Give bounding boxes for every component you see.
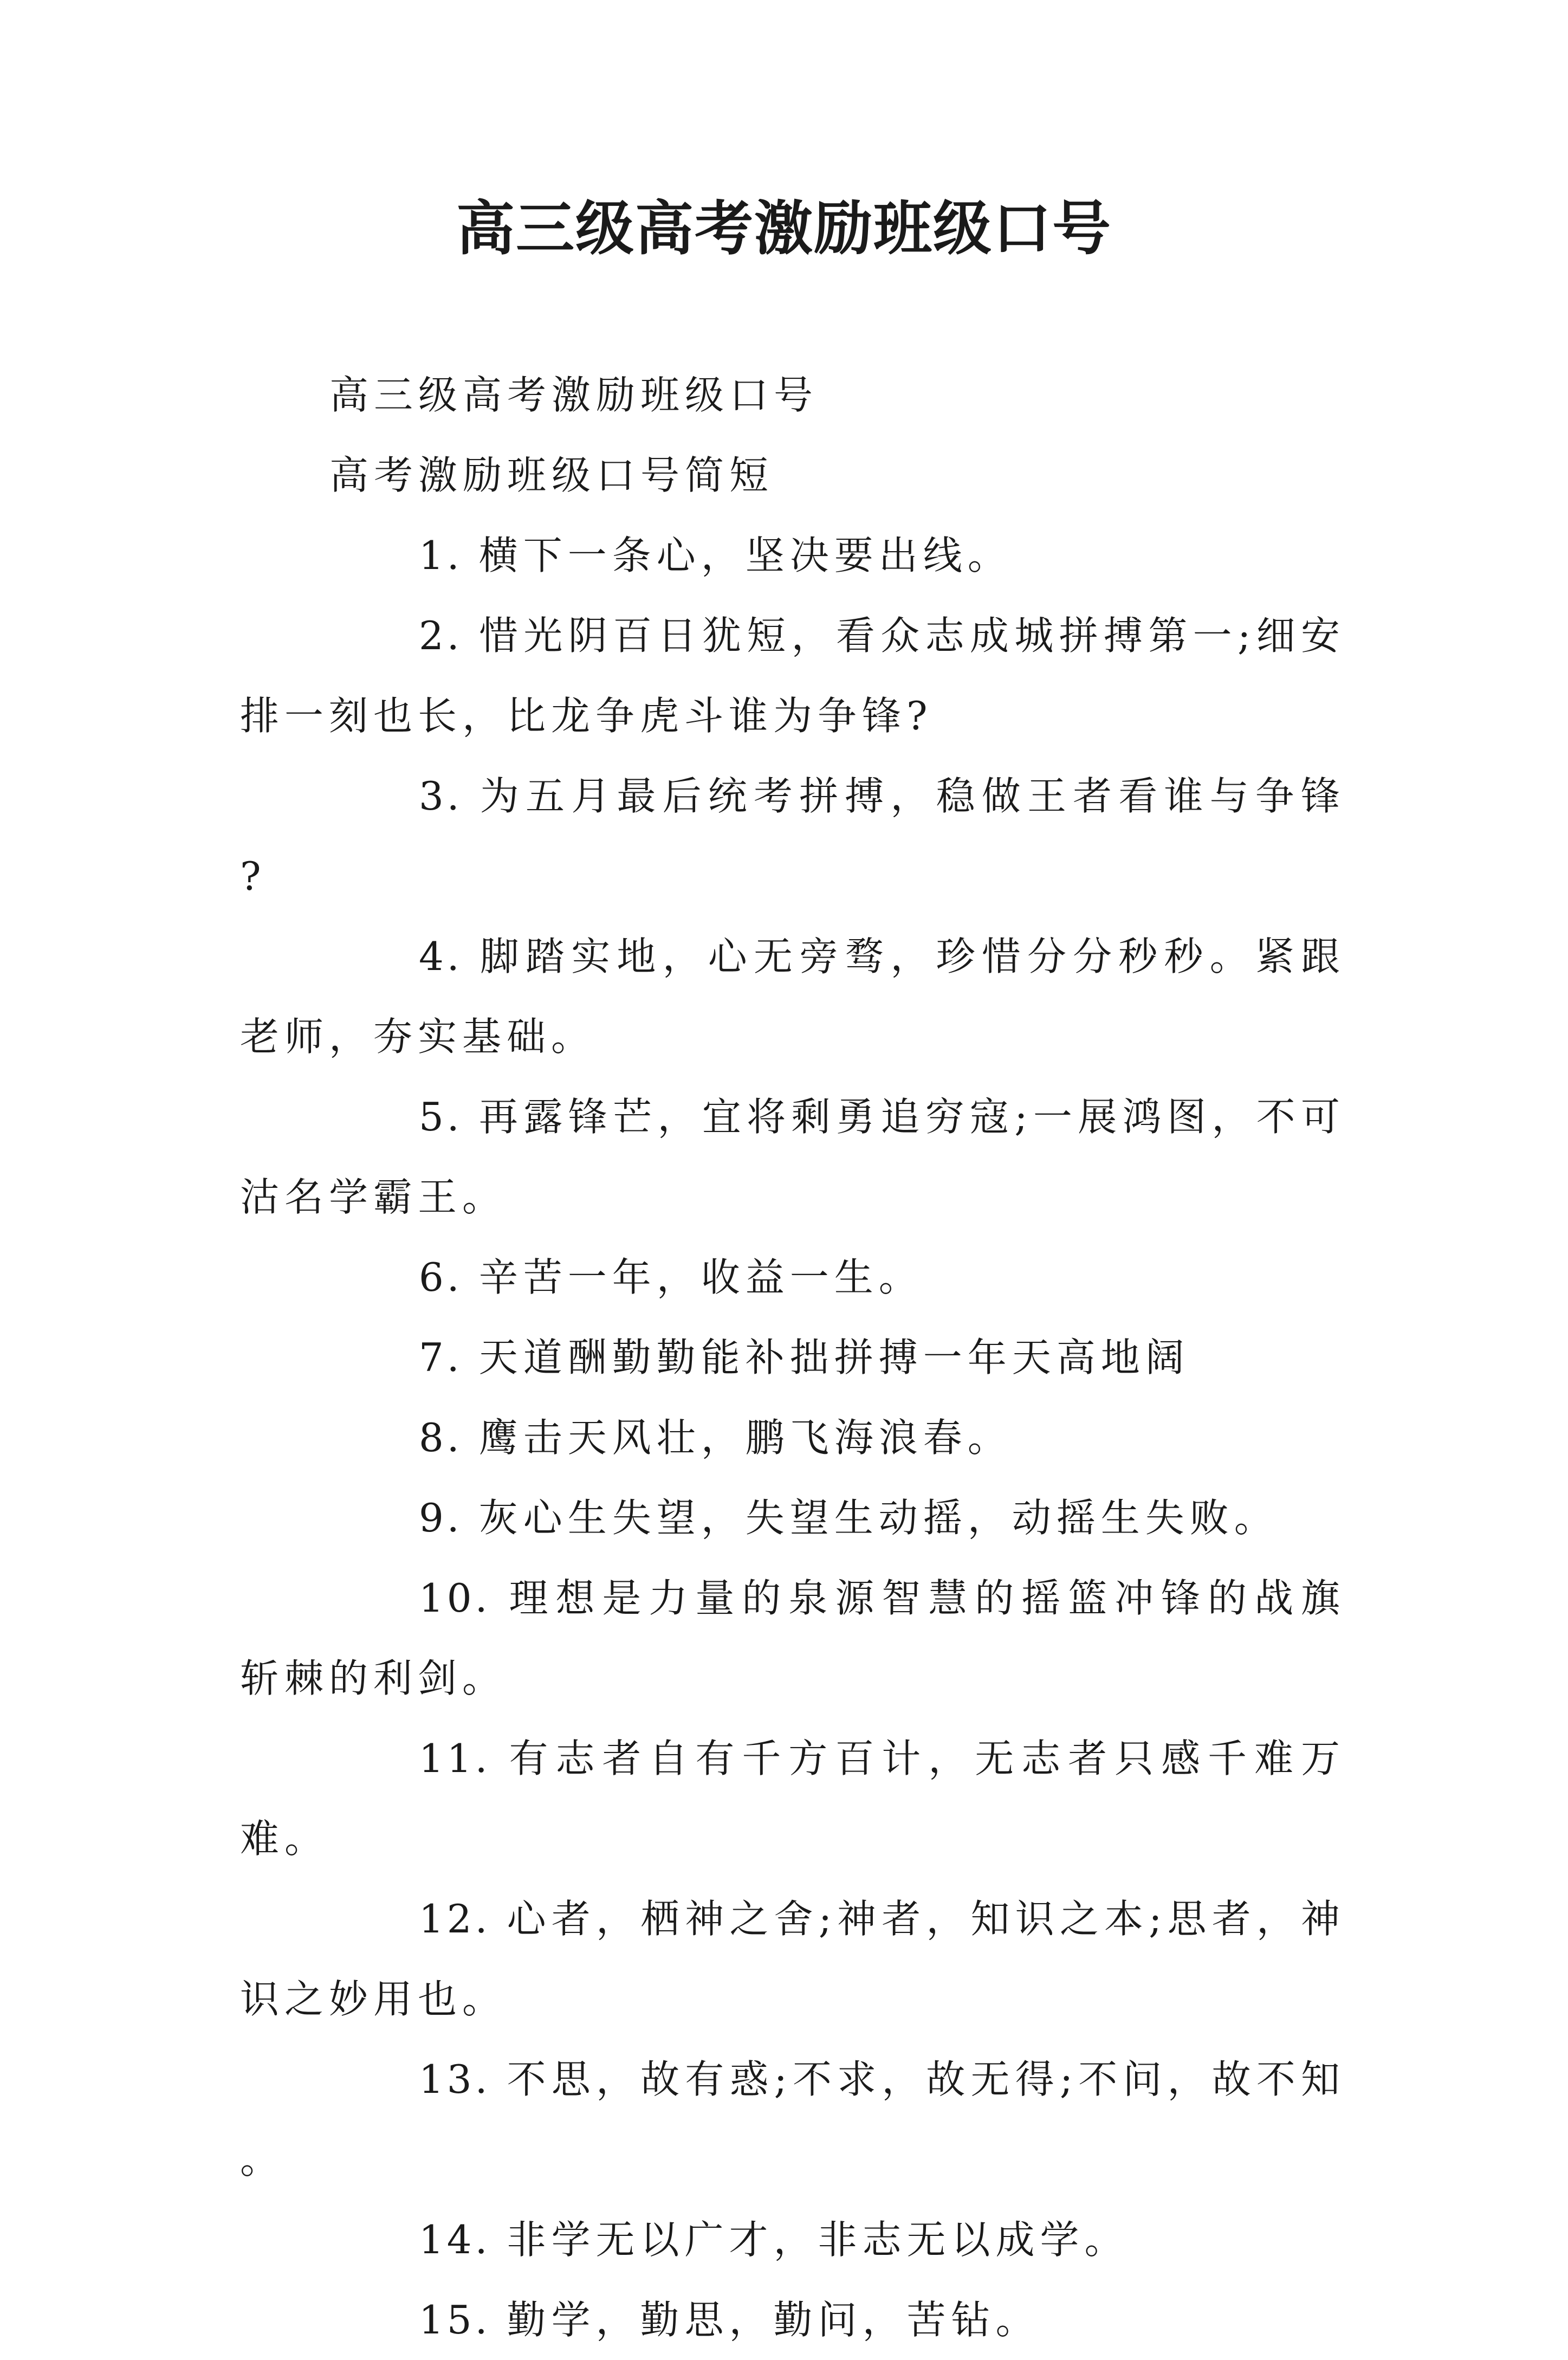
slogan-text: 再露锋芒，宜将剩勇追穷寇;一展鸿图，不可沽名学霸王。: [240, 1094, 1345, 1220]
slogan-number: 3.: [419, 773, 463, 819]
slogan-item: [240, 916, 1345, 1077]
slogan-number: 11.: [419, 1736, 491, 1781]
intro-line: 高考激励班级口号简短: [329, 452, 774, 498]
slogan-number: 8.: [419, 1415, 463, 1460]
slogan-item: [240, 1478, 1345, 1558]
slogan-text: 惜光阴百日犹短，看众志成城拼搏第一;细安排一刻也长，比龙争虎斗谁为争锋?: [240, 613, 1345, 739]
slogan-item: [240, 596, 1345, 756]
slogan-item: [240, 2200, 1345, 2280]
slogan-text: 鹰击天风壮，鹏飞海浪春。: [478, 1415, 1012, 1460]
slogan-text: 心者，栖神之舍;神者，知识之本;思者，神识之妙用也。: [240, 1896, 1345, 2022]
slogan-item: [240, 756, 1345, 916]
slogan-text: 为五月最后统考拼搏，稳做王者看谁与争锋?: [240, 773, 1345, 899]
slogan-text: 横下一条心，坚决要出线。: [478, 533, 1012, 578]
slogan-item: [240, 1317, 1345, 1398]
slogan-text: 勤学，勤思，勤问，苦钻。: [507, 2297, 1040, 2343]
slogan-number: 9.: [419, 1495, 463, 1541]
slogan-number: 5.: [419, 1094, 463, 1140]
slogan-number: 1.: [419, 533, 463, 578]
document-title: 高三级高考激励班级口号: [456, 195, 1112, 263]
slogan-number: 10.: [419, 1575, 491, 1621]
slogan-item: [240, 1398, 1345, 1478]
slogan-number: 14.: [419, 2217, 491, 2262]
slogan-text: 理想是力量的泉源智慧的摇篮冲锋的战旗斩棘的利剑。: [240, 1575, 1345, 1701]
slogan-text: 脚踏实地，心无旁骛，珍惜分分秒秒。紧跟老师，夯实基础。: [240, 934, 1345, 1059]
slogan-item: [240, 515, 1345, 596]
slogan-item: [240, 1558, 1345, 1718]
slogan-text: 非学无以广才，非志无以成学。: [507, 2217, 1129, 2262]
slogan-item: [240, 1879, 1345, 2039]
slogan-text: 灰心生失望，失望生动摇，动摇生失败。: [478, 1495, 1279, 1541]
slogan-number: 12.: [419, 1896, 491, 1942]
slogan-item: [240, 2039, 1345, 2200]
slogan-number: 13.: [419, 2057, 491, 2102]
slogan-number: 15.: [419, 2297, 491, 2343]
slogan-text: 辛苦一年，收益一生。: [478, 1255, 923, 1300]
slogan-number: 2.: [419, 613, 463, 658]
slogan-item: [240, 1237, 1345, 1317]
slogan-text: 不思，故有惑;不求，故无得;不问，故不知。: [240, 2057, 1345, 2182]
slogan-text: 天道酬勤勤能补拙拼搏一年天高地阔: [478, 1335, 1190, 1380]
slogan-item: [240, 2280, 1345, 2360]
slogan-item: [240, 1077, 1345, 1237]
document-body: [240, 355, 1345, 2360]
slogan-number: 4.: [419, 934, 463, 979]
slogan-item: [240, 1718, 1345, 1879]
slogan-number: 7.: [419, 1335, 463, 1380]
intro-line: 高三级高考激励班级口号: [329, 372, 819, 418]
slogan-text: 有志者自有千方百计，无志者只感千难万难。: [240, 1736, 1345, 1861]
slogan-number: 6.: [419, 1255, 463, 1300]
